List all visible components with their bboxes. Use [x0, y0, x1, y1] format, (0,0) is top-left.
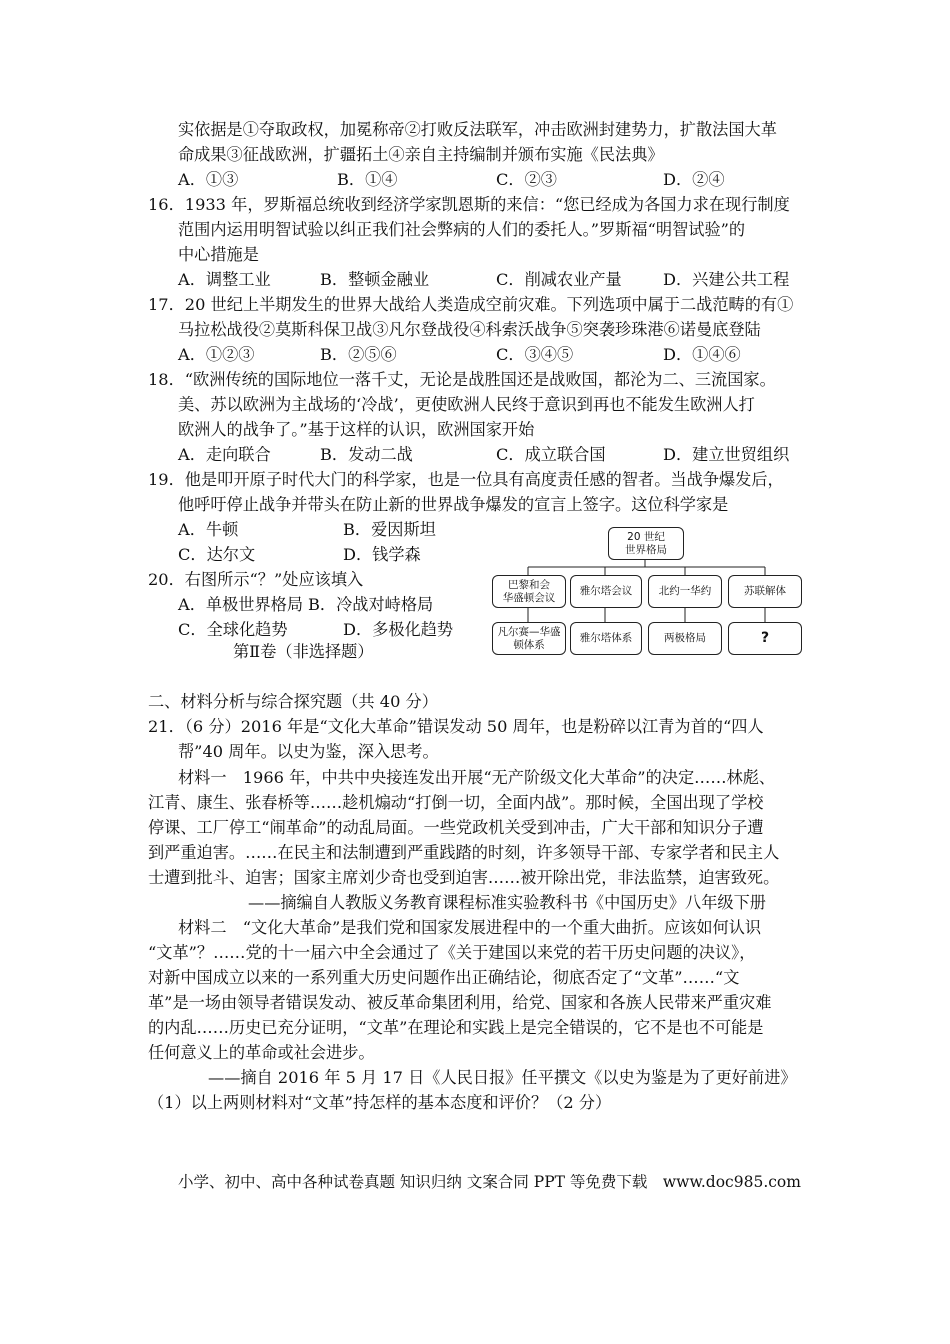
q15-option-c: C．②③	[496, 170, 557, 189]
material1-line3: 停课、工厂停工“闹革命”的动乱局面。一些党政机关受到冲击，广大干部和知识分子遭	[148, 818, 764, 837]
q19-option-d: D．钱学森	[343, 545, 421, 564]
q18-line2: 美、苏以欧洲为主战场的‘冷战’，更使欧洲人民终于意识到再也不能发生欧洲人打	[178, 395, 755, 414]
q15-line1: 实依据是①夺取政权，加冕称帝②打败反法联军，冲击欧洲封建势力，扩散法国大革	[178, 120, 777, 139]
q17-line2: 马拉松战役②莫斯科保卫战③凡尔登战役④科索沃战争⑤突袭珍珠港⑥诺曼底登陆	[178, 320, 761, 339]
q16-line3: 中心措施是	[178, 245, 259, 264]
q19-option-a: A．牛顿	[178, 520, 239, 539]
q18-option-d: D．建立世贸组织	[663, 445, 790, 464]
material1-line4: 到严重迫害。……在民主和法制遭到严重践踏的时刻，许多领导干部、专家学者和民主人	[148, 843, 780, 862]
part2-title: 第Ⅱ卷（非选择题）	[233, 642, 374, 661]
diagram-top-line2: 世界格局	[625, 543, 667, 556]
q19-line2: 他呼吁停止战争并带头在防止新的世界战争爆发的宣言上签字。这位科学家是	[178, 495, 729, 514]
diagram-event-box-2	[570, 575, 642, 608]
diagram-event-1-line1: 巴黎和会	[508, 578, 550, 591]
q21-line1: 21．（6 分）2016 年是“文化大革命”错误发动 50 周年，也是粉碎以江青为首的“四人	[148, 717, 764, 736]
material2-line6: 任何意义上的革命或社会进步。	[148, 1043, 375, 1062]
q18-option-c: C．成立联合国	[496, 445, 606, 464]
q16-line2: 范围内运用明智试验以纠正我们社会弊病的人们的委托人。”罗斯福“明智试验”的	[178, 220, 746, 239]
q19-option-c: C．达尔文	[178, 545, 256, 564]
q17-option-c: C．③④⑤	[496, 345, 574, 364]
q20-line1: 20．右图所示“？”处应该填入	[148, 570, 364, 589]
page-footer: 小学、初中、高中各种试卷真题 知识归纳 文案合同 PPT 等免费下载 www.doc985.com	[178, 1173, 801, 1191]
q20-option-c: C．全球化趋势	[178, 620, 288, 639]
material2-line4: 革”是一场由领导者错误发动、被反革命集团利用，给党、国家和各族人民带来严重灾难	[148, 993, 772, 1012]
q19-option-b: B．爱因斯坦	[343, 520, 436, 539]
material1-line5: 士遭到批斗、迫害；国家主席刘少奇也受到迫害……被开除出党，非法监禁，迫害致死。	[148, 868, 780, 887]
q15-line2: 命成果③征战欧洲，扩疆拓土④亲自主持编制并颁布实施《民法典》	[178, 145, 664, 164]
q15-option-b: B．①④	[337, 170, 398, 189]
q16-option-d: D．兴建公共工程	[663, 270, 790, 289]
material2-line1: 材料二 “文化大革命”是我们党和国家发展进程中的一个重大曲折。应该如何认识	[178, 918, 762, 937]
diagram-result-box-2	[570, 622, 642, 655]
diagram-result-1-line1: 凡尔赛—华盛	[497, 625, 561, 638]
material2-source: ——摘自 2016 年 5 月 17 日《人民日报》任平撰文《以史为鉴是为了更好前进》	[208, 1068, 797, 1087]
q18-line3: 欧洲人的战争了。”基于这样的认识，欧洲国家开始	[178, 420, 535, 439]
diagram-top-box	[608, 527, 684, 560]
q17-option-b: B．②⑤⑥	[320, 345, 397, 364]
q20-option-d: D．多极化趋势	[343, 620, 454, 639]
q17-option-d: D．①④⑥	[663, 345, 741, 364]
material1-line2: 江青、康生、张春桥等……趁机煽动“打倒一切，全面内战”。那时候，全国出现了学校	[148, 793, 764, 812]
q18-line1: 18．“欧洲传统的国际地位一落千丈，无论是战胜国还是战败国，都沦为二、三流国家。	[148, 370, 776, 389]
q16-option-c: C．削减农业产量	[496, 270, 622, 289]
diagram-result-3-label: 两极格局	[664, 632, 706, 644]
material2-line5: 的内乱……历史已充分证明，“文革”在理论和实践上是完全错误的，它不是也不可能是	[148, 1018, 764, 1037]
q16-option-a: A．调整工业	[178, 270, 271, 289]
q19-line1: 19．他是叩开原子时代大门的科学家，也是一位具有高度责任感的智者。当战争爆发后，	[148, 470, 784, 489]
diagram-top-line1: 20 世纪	[627, 530, 665, 543]
diagram-event-box-4	[728, 575, 802, 608]
q20-option-a: A．单极世界格局	[178, 595, 304, 614]
q21-line2: 帮”40 周年。以史为鉴，深入思考。	[178, 742, 439, 761]
q17-line1: 17．20 世纪上半期发生的世界大战给人类造成空前灾难。下列选项中属于二战范畴的有①	[148, 295, 794, 314]
q16-line1: 16．1933 年，罗斯福总统收到经济学家凯恩斯的来信：“您已经成为各国力求在现行制度	[148, 195, 790, 214]
material2-line3: 对新中国成立以来的一系列重大历史问题作出正确结论，彻底否定了“文革”……“文	[148, 968, 740, 987]
diagram-event-2-label: 雅尔塔会议	[579, 585, 633, 597]
material2-line2: “文革”？……党的十一届六中全会通过了《关于建国以来党的若干历史问题的决议》，	[148, 943, 756, 962]
q17-option-a: A．①②③	[178, 345, 255, 364]
diagram-result-box-3	[648, 622, 722, 655]
diagram-event-1-line2: 华盛顿会议	[502, 591, 556, 604]
q20-option-b: B．冷战对峙格局	[308, 595, 434, 614]
diagram-result-1-line2: 顿体系	[513, 638, 545, 651]
diagram-event-box-1	[492, 575, 566, 608]
diagram-result-2-label: 雅尔塔体系	[579, 632, 633, 644]
q18-option-a: A．走向联合	[178, 445, 271, 464]
q21-subquestion-1: （1）以上两则材料对“文革”持怎样的基本态度和评价？（2 分）	[148, 1093, 612, 1112]
material1-source: ——摘编自人教版义务教育课程标准实验教科书《中国历史》八年级下册	[248, 893, 766, 912]
diagram-result-box-1	[492, 622, 566, 655]
q15-option-d: D．②④	[663, 170, 725, 189]
q18-option-b: B．发动二战	[320, 445, 413, 464]
diagram-event-4-label: 苏联解体	[744, 585, 786, 597]
diagram-result-box-4	[728, 622, 802, 655]
material1-line1: 材料一 1966 年，中共中央接连发出开展“无产阶级文化大革命”的决定……林彪、	[178, 768, 776, 787]
q15-option-a: A．①③	[178, 170, 239, 189]
diagram-event-3-label: 北约一华约	[658, 585, 712, 597]
q16-option-b: B．整顿金融业	[320, 270, 430, 289]
diagram-event-box-3	[648, 575, 722, 608]
section2-title: 二、材料分析与综合探究题（共 40 分）	[148, 692, 438, 711]
diagram-question-mark: ?	[760, 630, 770, 646]
